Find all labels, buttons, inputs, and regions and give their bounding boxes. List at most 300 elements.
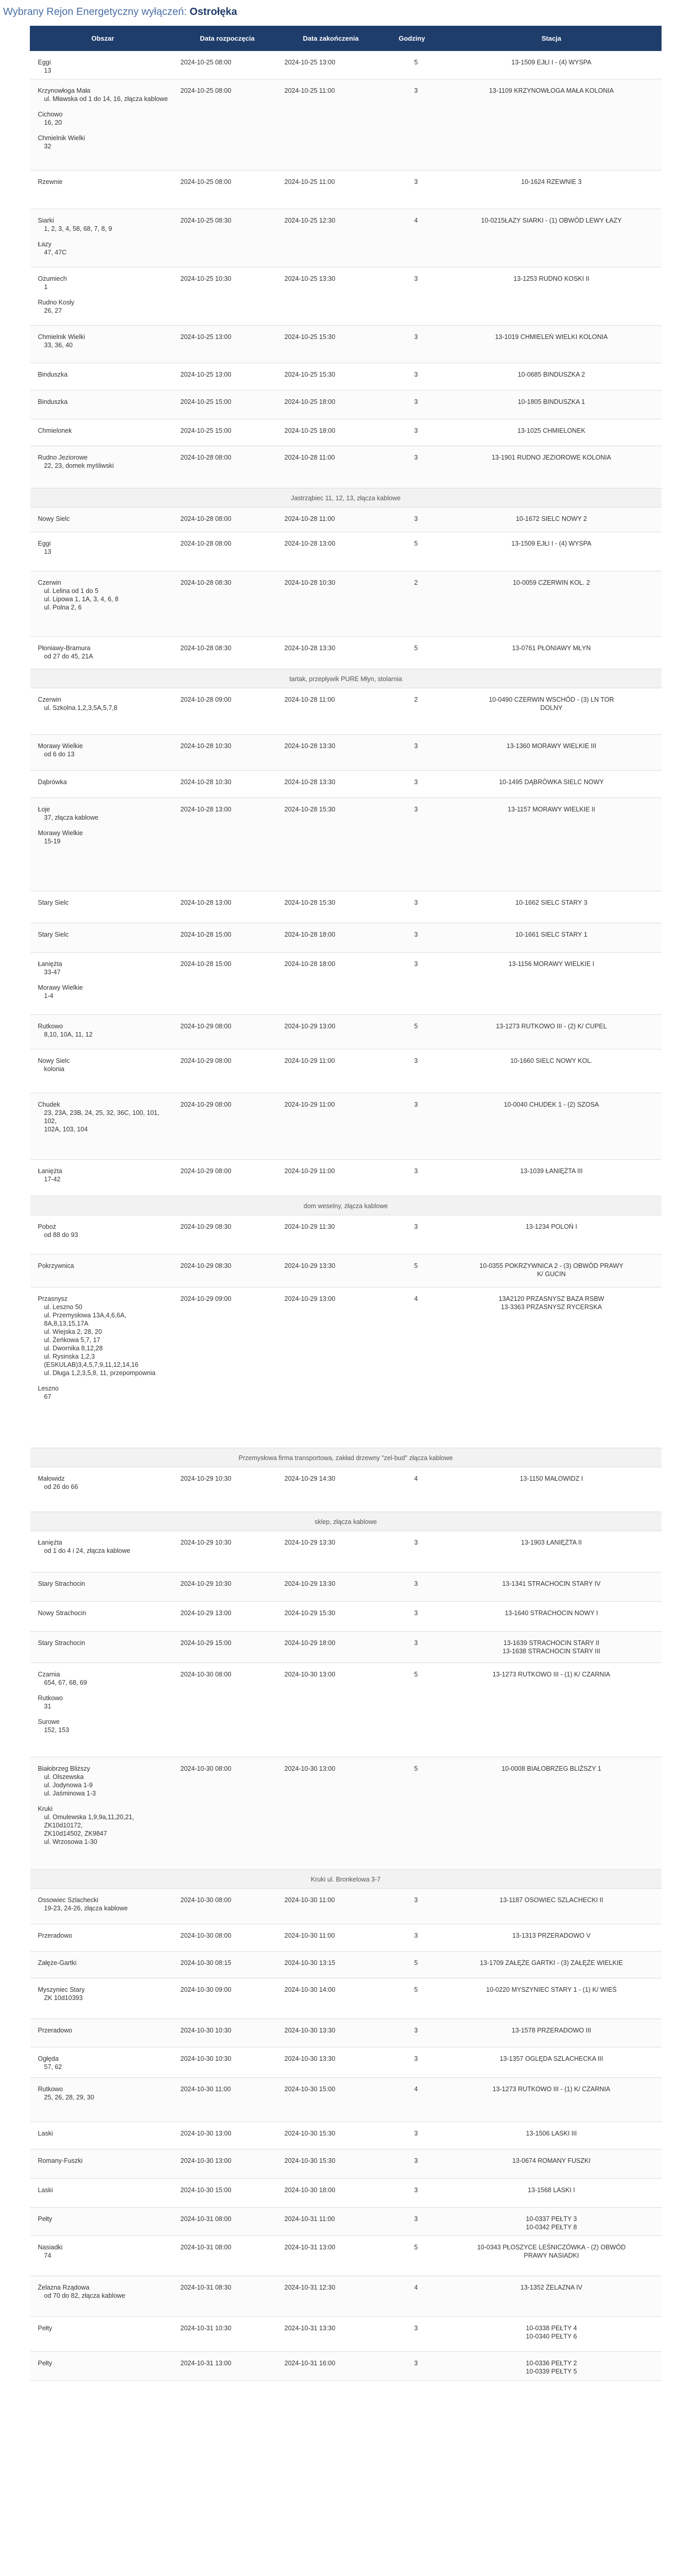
cell-area bbox=[30, 1632, 176, 1663]
cell-hours: 3 bbox=[383, 507, 442, 532]
group-row bbox=[30, 1512, 662, 1531]
cell-hours: 3 bbox=[383, 2149, 442, 2179]
cell-area bbox=[30, 1255, 176, 1287]
table-row[interactable] bbox=[30, 1255, 662, 1287]
area-address: od 70 do 82, złącza kablowe bbox=[44, 2292, 126, 2299]
cell-area bbox=[30, 1093, 176, 1160]
cell-area bbox=[30, 637, 176, 669]
area-address: 152, 153 bbox=[44, 1726, 70, 1734]
table-row[interactable] bbox=[30, 507, 662, 532]
cell-end-date: 2024-10-30 13:30 bbox=[280, 2019, 383, 2047]
area-address: ul. Leszno 50 bbox=[44, 1303, 82, 1311]
cell-start-date: 2024-10-29 08:00 bbox=[176, 1160, 280, 1196]
area-address: 13 bbox=[44, 548, 51, 555]
group-label: sklep, złącza kablowe bbox=[30, 1512, 662, 1531]
table-row[interactable] bbox=[30, 79, 662, 171]
station-line: 10-1805 BINDUSZKA 1 bbox=[517, 398, 585, 405]
cell-end-date: 2024-10-28 11:00 bbox=[280, 507, 383, 532]
area-address: 37, złącza kablowe bbox=[44, 814, 99, 821]
area-locality: Przeradowo bbox=[38, 2027, 73, 2034]
cell-start-date: 2024-10-29 08:00 bbox=[176, 1093, 280, 1160]
column-header-station[interactable]: Stacja bbox=[442, 26, 662, 51]
area-locality: Rutkowo bbox=[38, 1023, 63, 1030]
table-row[interactable] bbox=[30, 1889, 662, 1924]
table-row[interactable] bbox=[30, 2019, 662, 2047]
station-line: 10-1662 SIELC STARY 3 bbox=[515, 899, 587, 906]
table-row[interactable] bbox=[30, 1467, 662, 1512]
table-row[interactable] bbox=[30, 688, 662, 735]
station-line: 13-1357 OGLĘDA SZLACHECKA III bbox=[499, 2055, 603, 2062]
cell-area bbox=[30, 2208, 176, 2236]
cell-start-date: 2024-10-25 13:00 bbox=[176, 363, 280, 391]
cell-start-date: 2024-10-28 08:00 bbox=[176, 532, 280, 571]
table-row[interactable] bbox=[30, 1160, 662, 1196]
cell-station bbox=[442, 1572, 662, 1602]
cell-start-date: 2024-10-29 10:30 bbox=[176, 1531, 280, 1572]
area-address: 102A, 103, 104 bbox=[44, 1126, 88, 1133]
cell-end-date: 2024-10-30 11:00 bbox=[280, 1889, 383, 1924]
table-row[interactable] bbox=[30, 2208, 662, 2236]
cell-station bbox=[442, 2122, 662, 2149]
cell-end-date: 2024-10-29 13:30 bbox=[280, 1531, 383, 1572]
area-address: ul. Szkolna 1,2,3,5A,5,7,8 bbox=[44, 704, 117, 711]
cell-start-date: 2024-10-31 10:30 bbox=[176, 2317, 280, 2352]
table-row[interactable] bbox=[30, 391, 662, 419]
area-locality: Surowe bbox=[38, 1718, 60, 1725]
table-row[interactable] bbox=[30, 1572, 662, 1602]
area-locality: Eggi bbox=[38, 540, 51, 547]
station-line: 13-1109 KRZYNOWŁOGA MAŁA KOLONIA bbox=[489, 87, 614, 94]
station-line: 13-1039 ŁANIĘŻTA III bbox=[520, 1167, 583, 1175]
area-locality: Łazy bbox=[38, 241, 51, 248]
table-row[interactable] bbox=[30, 1632, 662, 1663]
cell-end-date: 2024-10-25 13:30 bbox=[280, 267, 383, 326]
cell-end-date: 2024-10-29 11:00 bbox=[280, 1160, 383, 1196]
table-row[interactable] bbox=[30, 571, 662, 637]
cell-area bbox=[30, 1924, 176, 1952]
table-row[interactable] bbox=[30, 1015, 662, 1049]
cell-hours: 2 bbox=[383, 571, 442, 637]
column-header-start[interactable]: Data rozpoczęcia bbox=[176, 26, 280, 51]
cell-end-date: 2024-10-30 15:30 bbox=[280, 2149, 383, 2179]
cell-station bbox=[442, 1757, 662, 1870]
table-row[interactable] bbox=[30, 267, 662, 326]
station-line: 13-1234 POLOŃ I bbox=[525, 1223, 578, 1230]
cell-area bbox=[30, 1978, 176, 2019]
cell-station bbox=[442, 1093, 662, 1160]
station-line: 13-1025 CHMIELONEK bbox=[517, 427, 585, 434]
cell-end-date: 2024-10-28 13:30 bbox=[280, 735, 383, 771]
table-row[interactable] bbox=[30, 891, 662, 923]
area-address: ZK 10d10393 bbox=[44, 1994, 83, 2002]
group-row bbox=[30, 1448, 662, 1467]
table-row[interactable] bbox=[30, 798, 662, 891]
area-address: 67 bbox=[44, 1393, 51, 1400]
cell-station bbox=[442, 2352, 662, 2381]
station-line: 13-1341 STRACHOCIN STARY IV bbox=[502, 1580, 601, 1587]
cell-station bbox=[442, 79, 662, 171]
table-row[interactable] bbox=[30, 1757, 662, 1870]
cell-start-date: 2024-10-29 08:00 bbox=[176, 1015, 280, 1049]
area-address: ul. Lipowa 1, 1A, 3, 4, 6, 8 bbox=[44, 596, 119, 603]
station-line: 13-1506 LASKI III bbox=[526, 2130, 577, 2137]
area-address: ul. Wiejska 2, 28, 20 bbox=[44, 1328, 102, 1335]
area-locality: Laski bbox=[38, 2130, 53, 2137]
cell-area bbox=[30, 507, 176, 532]
cell-start-date: 2024-10-31 08:00 bbox=[176, 2236, 280, 2276]
area-locality: Leszno bbox=[38, 1385, 59, 1392]
table-row[interactable] bbox=[30, 2078, 662, 2122]
cell-station bbox=[442, 1160, 662, 1196]
cell-area bbox=[30, 2047, 176, 2078]
cell-area bbox=[30, 771, 176, 798]
cell-area bbox=[30, 2276, 176, 2317]
group-row bbox=[30, 1870, 662, 1889]
cell-start-date: 2024-10-30 10:30 bbox=[176, 2047, 280, 2078]
cell-station bbox=[442, 1287, 662, 1448]
group-label: tartak, przepływik PURE Młyn, stolarnia bbox=[30, 669, 662, 688]
table-row[interactable] bbox=[30, 771, 662, 798]
table-row[interactable] bbox=[30, 2122, 662, 2149]
cell-area bbox=[30, 1215, 176, 1255]
column-header-end[interactable]: Data zakończenia bbox=[280, 26, 383, 51]
station-line: 13-0761 PŁONIAWY MŁYN bbox=[512, 645, 591, 652]
group-row bbox=[30, 669, 662, 688]
page-title-prefix: Wybrany Rejon Energetyczny wyłączeń: bbox=[3, 6, 190, 18]
table-row[interactable] bbox=[30, 1602, 662, 1632]
cell-hours: 3 bbox=[383, 2179, 442, 2208]
cell-end-date: 2024-10-28 11:00 bbox=[280, 446, 383, 488]
area-locality: Białobrzeg Bliższy bbox=[38, 1765, 90, 1772]
area-locality: Binduszka bbox=[38, 398, 68, 405]
group-label: dom weselny, złącza kablowe bbox=[30, 1196, 662, 1215]
area-locality: Nasiadki bbox=[38, 2244, 63, 2251]
area-locality: Rudno Kosły bbox=[38, 299, 75, 306]
table-row[interactable] bbox=[30, 1215, 662, 1255]
cell-station bbox=[442, 2276, 662, 2317]
station-line: 10-0336 PEŁTY 2 bbox=[526, 2360, 577, 2367]
area-locality: Morawy Wielkie bbox=[38, 984, 83, 991]
table-row[interactable] bbox=[30, 1287, 662, 1448]
station-line: 13-1156 MORAWY WIELKIE I bbox=[508, 960, 595, 968]
station-line: 13-1187 OSOWIEC SZLACHECKI II bbox=[499, 1896, 603, 1904]
cell-start-date: 2024-10-30 15:00 bbox=[176, 2179, 280, 2208]
area-address: 33-47 bbox=[44, 969, 61, 976]
table-row[interactable] bbox=[30, 326, 662, 363]
area-locality: Stary Sielc bbox=[38, 899, 69, 906]
table-row[interactable] bbox=[30, 2352, 662, 2381]
area-address: 33, 36, 40 bbox=[44, 342, 73, 349]
cell-start-date: 2024-10-30 08:00 bbox=[176, 1924, 280, 1952]
cell-end-date: 2024-10-25 15:30 bbox=[280, 363, 383, 391]
cell-hours: 5 bbox=[383, 2236, 442, 2276]
cell-end-date: 2024-10-28 15:30 bbox=[280, 891, 383, 923]
area-locality: Przasnysz bbox=[38, 1295, 68, 1302]
cell-start-date: 2024-10-30 09:00 bbox=[176, 1978, 280, 2019]
cell-hours: 5 bbox=[383, 1978, 442, 2019]
area-address: ul. Wrzosowa 1-30 bbox=[44, 1838, 97, 1845]
area-address: od 27 do 45, 21A bbox=[44, 653, 93, 660]
area-address: 32 bbox=[44, 143, 51, 150]
area-locality: Cichowo bbox=[38, 111, 63, 118]
cell-hours: 3 bbox=[383, 798, 442, 891]
cell-hours: 3 bbox=[383, 1602, 442, 1632]
area-locality: Rzewnie bbox=[38, 178, 63, 185]
station-line: 13-1313 PRZERADOWO V bbox=[512, 1932, 591, 1939]
table-row[interactable] bbox=[30, 1663, 662, 1757]
cell-station bbox=[442, 798, 662, 891]
area-address: 23, 23A, 23B, 24, 25, 32, 36C, 100, 101, 102, bbox=[44, 1109, 160, 1125]
cell-area bbox=[30, 1467, 176, 1512]
cell-area bbox=[30, 532, 176, 571]
cell-end-date: 2024-10-29 18:00 bbox=[280, 1632, 383, 1663]
cell-end-date: 2024-10-28 13:30 bbox=[280, 771, 383, 798]
cell-hours: 3 bbox=[383, 1160, 442, 1196]
cell-station bbox=[442, 2149, 662, 2179]
station-line: 10-1495 DĄBRÓWKA SIELC NOWY bbox=[499, 778, 604, 786]
table-row[interactable] bbox=[30, 1978, 662, 2019]
station-line: 13-1901 RUDNO JEZIOROWE KOLONIA bbox=[491, 454, 611, 461]
cell-end-date: 2024-10-29 14:30 bbox=[280, 1467, 383, 1512]
area-address: od 1 do 4 i 24, złącza kablowe bbox=[44, 1547, 130, 1554]
station-line: 13-1150 MAŁOWIDZ I bbox=[519, 1475, 583, 1482]
cell-station bbox=[442, 2208, 662, 2236]
area-locality: Stary Strachocin bbox=[38, 1580, 85, 1587]
cell-start-date: 2024-10-29 13:00 bbox=[176, 1602, 280, 1632]
cell-start-date: 2024-10-25 13:00 bbox=[176, 326, 280, 363]
cell-area bbox=[30, 171, 176, 209]
cell-area bbox=[30, 1531, 176, 1572]
area-locality: Eggi bbox=[38, 59, 51, 66]
cell-end-date: 2024-10-25 12:30 bbox=[280, 209, 383, 267]
cell-start-date: 2024-10-28 10:30 bbox=[176, 771, 280, 798]
cell-station bbox=[442, 1467, 662, 1512]
area-locality: Chudek bbox=[38, 1101, 60, 1108]
cell-station bbox=[442, 1215, 662, 1255]
table-row[interactable] bbox=[30, 2047, 662, 2078]
cell-start-date: 2024-10-31 08:30 bbox=[176, 2276, 280, 2317]
cell-hours: 3 bbox=[383, 2352, 442, 2381]
area-locality: Małowidz bbox=[38, 1475, 65, 1482]
cell-station bbox=[442, 2019, 662, 2047]
cell-start-date: 2024-10-28 13:00 bbox=[176, 891, 280, 923]
table-row[interactable] bbox=[30, 2149, 662, 2179]
station-line: 10-0355 POKRZYWNICA 2 - (3) OBWÓD PRAWY bbox=[479, 1262, 623, 1269]
area-address: kolonia bbox=[44, 1065, 65, 1073]
area-address: 17-42 bbox=[44, 1176, 61, 1183]
area-locality: Pełty bbox=[38, 2325, 53, 2332]
table-row[interactable] bbox=[30, 209, 662, 267]
station-line: 10-0220 MYSZYNIEC STARY 1 - (1) K/ WIEŚ bbox=[486, 1986, 617, 1993]
cell-start-date: 2024-10-30 08:00 bbox=[176, 1889, 280, 1924]
cell-end-date: 2024-10-31 11:00 bbox=[280, 2208, 383, 2236]
area-locality: Kruki bbox=[38, 1805, 53, 1812]
station-line: 13-1640 STRACHOCIN NOWY I bbox=[505, 1609, 598, 1617]
cell-area bbox=[30, 79, 176, 171]
cell-station bbox=[442, 571, 662, 637]
table-row[interactable] bbox=[30, 2179, 662, 2208]
column-header-area[interactable]: Obszar bbox=[30, 26, 176, 51]
column-header-hours[interactable]: Godziny bbox=[383, 26, 442, 51]
group-label: Przemysłowa firma transportowa, zakład drzewny "zel-bud" złącza kablowe bbox=[30, 1448, 662, 1467]
cell-hours: 3 bbox=[383, 171, 442, 209]
cell-station bbox=[442, 363, 662, 391]
table-row[interactable] bbox=[30, 51, 662, 79]
area-locality: Stary Strachocin bbox=[38, 1639, 85, 1647]
area-locality: Pełty bbox=[38, 2360, 53, 2367]
table-row[interactable] bbox=[30, 1952, 662, 1978]
table-row[interactable] bbox=[30, 1049, 662, 1093]
cell-area bbox=[30, 798, 176, 891]
table-row[interactable] bbox=[30, 735, 662, 771]
cell-station bbox=[442, 688, 662, 735]
area-locality: Dąbrówka bbox=[38, 778, 67, 786]
cell-area bbox=[30, 2352, 176, 2381]
cell-hours: 5 bbox=[383, 1663, 442, 1757]
table-row[interactable] bbox=[30, 171, 662, 209]
area-locality: Przeradowo bbox=[38, 1932, 73, 1939]
station-line: 13-0674 ROMANY FUSZKI bbox=[512, 2157, 591, 2164]
cell-station bbox=[442, 771, 662, 798]
station-line: 13-1709 ZAŁĘŻE GARTKI - (3) ZAŁĘŻE WIELKIE bbox=[480, 1959, 623, 1967]
area-locality: Nowy Sielc bbox=[38, 515, 70, 522]
table-row[interactable] bbox=[30, 1093, 662, 1160]
cell-hours: 3 bbox=[383, 2047, 442, 2078]
cell-start-date: 2024-10-25 08:00 bbox=[176, 171, 280, 209]
station-line: 13-1273 RUTKOWO III - (1) K/ CZARNIA bbox=[492, 1671, 611, 1678]
cell-hours: 5 bbox=[383, 1255, 442, 1287]
cell-hours: 3 bbox=[383, 391, 442, 419]
table-row[interactable] bbox=[30, 923, 662, 953]
cell-hours: 3 bbox=[383, 735, 442, 771]
table-row[interactable] bbox=[30, 446, 662, 488]
area-address: ul. Długa 1,2,3,5,8, 11, przepompownia bbox=[44, 1369, 156, 1377]
table-row[interactable] bbox=[30, 637, 662, 669]
station-line: 10-0337 PEŁTY 3 bbox=[526, 2215, 577, 2223]
cell-station bbox=[442, 735, 662, 771]
area-address: ul. Mławska od 1 do 14, 16, złącza kablowe bbox=[44, 95, 168, 103]
area-address: 22, 23, domek myśliwski bbox=[44, 462, 114, 469]
group-row bbox=[30, 488, 662, 507]
station-line: 13-1253 RUDNO KOSKI II bbox=[513, 275, 589, 282]
area-locality: Rutkowo bbox=[38, 1694, 63, 1702]
area-locality: Czerwin bbox=[38, 579, 61, 586]
area-locality: Pokrzywnica bbox=[38, 1262, 74, 1269]
area-locality: Chmielnik Wielki bbox=[38, 134, 85, 142]
area-address: ul. Omulewska 1,9,9a,11,20,21, ZK10d10172, bbox=[44, 1814, 134, 1829]
cell-end-date: 2024-10-31 13:30 bbox=[280, 2317, 383, 2352]
cell-station bbox=[442, 1015, 662, 1049]
cell-area bbox=[30, 1757, 176, 1870]
cell-hours: 5 bbox=[383, 1952, 442, 1978]
station-line: DOLNY bbox=[540, 704, 563, 711]
table-row[interactable] bbox=[30, 1924, 662, 1952]
cell-hours: 3 bbox=[383, 326, 442, 363]
station-line: PRAWY NASIADKI bbox=[524, 2252, 579, 2259]
cell-station bbox=[442, 391, 662, 419]
table-header bbox=[30, 26, 662, 51]
area-address: ul. Jaśminowa 1-3 bbox=[44, 1790, 96, 1797]
area-locality: Czarnia bbox=[38, 1671, 60, 1678]
area-address: ul. Żeńkowa 5,7, 17 bbox=[44, 1336, 100, 1344]
table-row[interactable] bbox=[30, 2276, 662, 2317]
cell-area bbox=[30, 2149, 176, 2179]
cell-end-date: 2024-10-29 15:30 bbox=[280, 1602, 383, 1632]
cell-hours: 3 bbox=[383, 2122, 442, 2149]
cell-station bbox=[442, 1602, 662, 1632]
cell-area bbox=[30, 267, 176, 326]
cell-hours: 3 bbox=[383, 1531, 442, 1572]
cell-area bbox=[30, 209, 176, 267]
cell-start-date: 2024-10-28 08:30 bbox=[176, 571, 280, 637]
area-address: 1 bbox=[44, 283, 48, 291]
table-row[interactable] bbox=[30, 2317, 662, 2352]
cell-hours: 3 bbox=[383, 1093, 442, 1160]
cell-station bbox=[442, 209, 662, 267]
table-row[interactable] bbox=[30, 953, 662, 1015]
area-locality: Czerwin bbox=[38, 696, 61, 703]
cell-station bbox=[442, 1889, 662, 1924]
cell-start-date: 2024-10-30 11:00 bbox=[176, 2078, 280, 2122]
table-row[interactable] bbox=[30, 532, 662, 571]
cell-start-date: 2024-10-29 10:30 bbox=[176, 1467, 280, 1512]
cell-station bbox=[442, 2179, 662, 2208]
cell-end-date: 2024-10-30 13:00 bbox=[280, 1757, 383, 1870]
cell-start-date: 2024-10-28 10:30 bbox=[176, 735, 280, 771]
area-address: ZK10d14502, ZK9847 bbox=[44, 1830, 107, 1837]
table-row[interactable] bbox=[30, 1531, 662, 1572]
station-line: 13-1157 MORAWY WIELKIE II bbox=[508, 806, 595, 813]
cell-hours: 5 bbox=[383, 532, 442, 571]
cell-station bbox=[442, 891, 662, 923]
station-line: 13-1509 EJŁI I - (4) WYSPA bbox=[511, 540, 592, 547]
area-locality: Łaniężta bbox=[38, 1167, 62, 1175]
cell-start-date: 2024-10-28 08:00 bbox=[176, 446, 280, 488]
cell-hours: 4 bbox=[383, 209, 442, 267]
area-address: od 6 do 13 bbox=[44, 751, 75, 758]
table-row[interactable] bbox=[30, 363, 662, 391]
table-row[interactable] bbox=[30, 2236, 662, 2276]
cell-hours: 5 bbox=[383, 637, 442, 669]
station-line: 10-0008 BIAŁOBRZEG BLIŻSZY 1 bbox=[501, 1765, 601, 1772]
table-row[interactable] bbox=[30, 419, 662, 446]
area-address: ul. Rysinska 1,2,3 bbox=[44, 1353, 95, 1360]
area-address: ul. Olszewska bbox=[44, 1773, 84, 1781]
station-line: 10-0490 CZERWIN WSCHÓD - (3) LN TOR bbox=[489, 696, 614, 703]
cell-end-date: 2024-10-25 18:00 bbox=[280, 419, 383, 446]
cell-area bbox=[30, 923, 176, 953]
cell-area bbox=[30, 735, 176, 771]
cell-start-date: 2024-10-25 15:00 bbox=[176, 391, 280, 419]
area-address: 47, 47C bbox=[44, 249, 67, 256]
cell-end-date: 2024-10-30 18:00 bbox=[280, 2179, 383, 2208]
cell-area bbox=[30, 1889, 176, 1924]
area-address: ul. Przemysłowa 13A,4,6,6A, 8A,8,13,15,17A bbox=[44, 1312, 127, 1327]
area-locality: Myszyniec Stary bbox=[38, 1986, 85, 1993]
area-locality: Łaniężta bbox=[38, 1539, 62, 1546]
area-address: 16, 20 bbox=[44, 119, 62, 126]
cell-end-date: 2024-10-31 16:00 bbox=[280, 2352, 383, 2381]
cell-start-date: 2024-10-31 08:00 bbox=[176, 2208, 280, 2236]
cell-end-date: 2024-10-25 11:00 bbox=[280, 171, 383, 209]
region-name: Ostrołęka bbox=[189, 6, 237, 18]
cell-hours: 3 bbox=[383, 446, 442, 488]
cell-station bbox=[442, 446, 662, 488]
cell-area bbox=[30, 1952, 176, 1978]
cell-area bbox=[30, 2019, 176, 2047]
cell-start-date: 2024-10-29 08:30 bbox=[176, 1255, 280, 1287]
area-address: 1-4 bbox=[44, 992, 54, 999]
